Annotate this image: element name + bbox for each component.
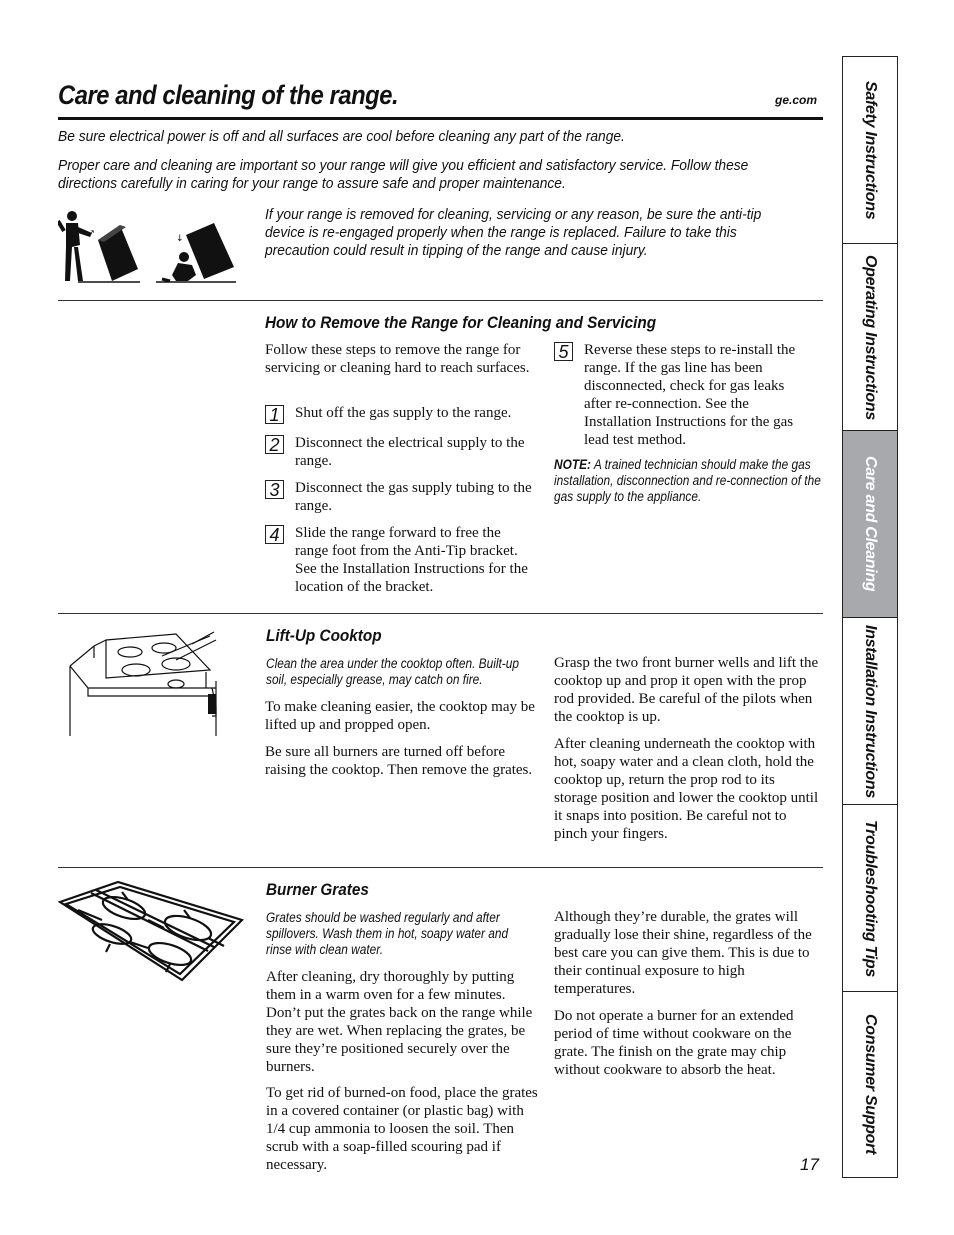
step-list xyxy=(265,404,537,596)
page-number: 17 xyxy=(800,1155,819,1174)
remove-intro: Follow these steps to remove the range for servicing or cleaning hard to reach surfaces. xyxy=(265,342,530,376)
step-number: 2 xyxy=(265,435,284,454)
anti-tip-warning: If your range is removed for cleaning, servicing or any reason, be sure the anti-tip device is re-engaged properly when the range is replaced. Failure to take this precaution could result in tipping of the range and cause injury. xyxy=(265,206,762,259)
tab-label: Installation Instructions xyxy=(862,624,879,798)
section-divider xyxy=(58,613,823,614)
page-title: Care and cleaning of the range. xyxy=(58,80,399,110)
svg-text:↓: ↓ xyxy=(176,234,184,244)
step-number: 3 xyxy=(265,480,284,499)
power-warning: Be sure electrical power is off and all surfaces are cool before cleaning any part of the range. xyxy=(58,128,625,145)
tab-label: Care and Cleaning xyxy=(862,456,879,592)
title-rule xyxy=(58,117,823,120)
step-item xyxy=(265,479,537,515)
liftup-para: Grasp the two front burner wells and lift the cooktop up and prop it open with the prop rod provided. Be careful of the pilots when the cooktop is up. xyxy=(554,655,819,725)
step-item xyxy=(265,434,537,470)
step-text: Shut off the gas supply to the range. xyxy=(295,405,512,421)
tab-label: Operating Instructions xyxy=(862,254,879,420)
care-intro: Proper care and cleaning are important so your range will give you efficient and satisfactory service. Follow these directions carefully in caring for your range to assure safe and proper maintenance. xyxy=(58,157,749,192)
step-number: 5 xyxy=(554,342,573,361)
note-text: A trained technician should make the gas installation, disconnection and re-connection of the gas supply to the appliance. xyxy=(554,457,821,504)
step-text: Disconnect the gas supply tubing to the range. xyxy=(295,480,532,514)
anti-tip-illustration xyxy=(58,205,238,285)
tab-label: Safety Instructions xyxy=(862,80,879,220)
step-item xyxy=(554,341,814,449)
lift-up-cooktop-illustration xyxy=(66,626,226,738)
tab-safety-instructions[interactable] xyxy=(843,57,897,244)
liftup-note: Clean the area under the cooktop often. Built-up soil, especially grease, may catch on fire. xyxy=(266,656,519,687)
note-label: NOTE: xyxy=(554,457,591,472)
liftup-para: After cleaning underneath the cooktop with hot, soapy water and a clean cloth, hold the cooktop up, return the prop rod to its storage position and lower the cooktop until it snaps into position. Be careful not to pinch your fingers. xyxy=(554,736,819,842)
grates-para: Do not operate a burner for an extended period of time without cookware on the grate. The finish on the grate may chip without cookware to absorb the heat. xyxy=(554,1008,794,1078)
tab-care-and-cleaning[interactable] xyxy=(843,431,897,618)
svg-text:↗: ↗ xyxy=(88,228,95,237)
grates-heading: Burner Grates xyxy=(266,880,369,899)
grates-note: Grates should be washed regularly and after spillovers. Wash them in hot, soapy water and rinse with clean water. xyxy=(266,910,509,957)
liftup-heading: Lift-Up Cooktop xyxy=(266,626,382,645)
tab-label: Consumer Support xyxy=(862,1014,879,1155)
remove-heading: How to Remove the Range for Cleaning and Servicing xyxy=(265,313,657,332)
liftup-para: To make cleaning easier, the cooktop may be lifted up and propped open. xyxy=(265,699,535,733)
step-item xyxy=(265,404,537,424)
step-text: Slide the range forward to free the range foot from the Anti-Tip bracket. See the Installation Instructions for the location of the bracket. xyxy=(295,525,528,595)
tab-installation-instructions[interactable] xyxy=(843,618,897,805)
step-text: Disconnect the electrical supply to the range. xyxy=(295,435,525,469)
tab-consumer-support[interactable] xyxy=(843,992,897,1177)
burner-grate-illustration xyxy=(58,880,244,984)
step-item xyxy=(265,524,537,596)
liftup-para: Be sure all burners are turned off before raising the cooktop. Then remove the grates. xyxy=(265,744,533,778)
grates-para: Although they’re durable, the grates will gradually lose their shine, regardless of the best care you can give them. This is due to their continual exposure to high temperatures. xyxy=(554,909,812,997)
site-url: ge.com xyxy=(775,93,818,107)
grates-para: After cleaning, dry thoroughly by putting them in a warm oven for a few minutes. Don’t put the grates back on the range while they are wet. When replacing the grates, be sure they’re positioned securely over the burners. xyxy=(266,969,533,1075)
section-divider xyxy=(58,867,823,868)
grates-para: To get rid of burned-on food, place the grates in a covered container (or plastic bag) with 1/4 cup ammonia to loosen the soil. Then scrub with a soap-filled scouring pad if necessary. xyxy=(266,1085,538,1173)
step-number: 4 xyxy=(265,525,284,544)
tab-operating-instructions[interactable] xyxy=(843,244,897,431)
section-tabs xyxy=(842,56,898,1178)
tab-label: Troubleshooting Tips xyxy=(862,819,879,977)
step-number: 1 xyxy=(265,405,284,424)
step-text: Reverse these steps to re-install the range. If the gas line has been disconnected, check for gas leaks after re-connection. See the Installation Instructions for the gas lead test method. xyxy=(584,342,796,448)
tab-troubleshooting-tips[interactable] xyxy=(843,805,897,992)
technician-note xyxy=(554,457,822,505)
section-divider xyxy=(58,300,823,301)
